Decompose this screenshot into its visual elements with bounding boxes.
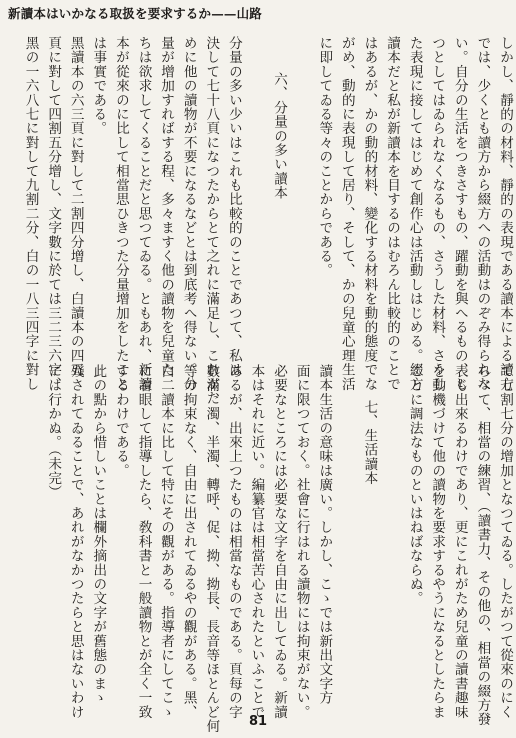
text-column: は事實である。 (90, 36, 107, 136)
blank-column (290, 36, 313, 354)
text-column: めに他の讀物が不要になるなどとは到底考へ得ない。分 (180, 36, 197, 391)
text-column: て七割七分の增加となつてゐる。したがつて從來のにく (497, 364, 513, 719)
text-column: 數滿、濁、半濁、轉呼、促、拗、拗長、長音等ほとんど何 (203, 364, 220, 734)
section-heading: 六、分量の多い讀本 (271, 72, 288, 200)
text-column: 等の拘束なく、自由に出されてゐるやの觀がある。黑、 (180, 364, 197, 719)
text-column: ちは欲求してくることだと思つてゐる。ともあれ、新讀 (135, 36, 152, 391)
text-column: らべて、相當の練習、（讀書力、その他の、相當の綴方發 (474, 364, 491, 727)
blank-column (335, 364, 358, 710)
text-column: 決して七十八頁になつたからとて之れに滿足し、これがた (203, 36, 220, 406)
text-column: には行かぬ。（未完） (45, 364, 62, 500)
text-column: 殘されてゐることで、あれがなかつたらと思はないわけ (67, 364, 84, 719)
text-column: ことに調法なものといはねばならぬ。 (406, 364, 423, 606)
text-column: に即してゐる等々のことからである。 (316, 36, 333, 278)
running-header: 新讀本はいかなる取扱を要求するか——山路 (8, 6, 263, 21)
text-column: 表も出來るわけであり、更にこれがため兒童の讀書趣味 (451, 364, 468, 719)
text-column: では、少くとも讀方から綴方への活動はのぞみ得られな (474, 36, 491, 391)
text-column: 本はそれに近い。編纂官は相當苦心されたといふことで (248, 364, 265, 719)
upper-text-block (22, 36, 516, 406)
text-column: するわけである。 (112, 364, 129, 478)
text-column: に着眼して指導したら、敎科書と一般讀物とが全く一致 (135, 364, 152, 719)
text-column: 本が從來のに比して相當思ひきつた分量增加をしたこと (112, 36, 129, 391)
text-column: 黑の一六八七に對して九割二分、白の一八三四字に對し (22, 36, 39, 391)
section-heading: 七、生活讀本 (361, 400, 378, 486)
text-column: 面に限つておく。社會に行はれる讀物には拘束がない。 (293, 364, 310, 719)
text-column: はあるが、かの動的材料、變化する材料を動的態度でな (361, 36, 378, 391)
text-column: た表現に接してはじめて創作心は活動しはじめる。綴方 (406, 36, 423, 391)
text-column: しかし、靜的の材料、靜的の表現である讀本による讀方 (497, 36, 513, 391)
text-column: 讀本だと私が新讀本を目するのはむろん比較的のことで (384, 36, 401, 391)
text-column: がめ、動的に表現して居り、そして、かの兒童心理生活 (338, 36, 355, 391)
blank-column (245, 36, 268, 354)
text-column: 黑讀本の六三頁に對して二割四分增し、白讀本の四五 (67, 36, 84, 377)
text-column: を動機づけて他の讀物を要求するやうになるとしたらま (429, 364, 446, 719)
text-column: 分量の多い少いはこれも比較的のことであつて、私は (225, 36, 242, 377)
text-column: あるが、出來上つたものは相當なものである。頁每の字 (225, 364, 242, 719)
text-column: つとしてはゐられなくなるもの、さうした材料、さうし (429, 36, 446, 391)
blank-column (380, 364, 403, 710)
text-column: 量が增加すればする程、多々ますく他の讀物を兒童た (158, 36, 175, 377)
text-column: い。自分の生活をつきさすもの、躍動を與へるもの、じ (451, 36, 468, 391)
text-column: 白二讀本に比して特にその觀がある。指導者にしてこゝ (158, 364, 175, 719)
text-column: 讀本生活の意味は廣い。しかし、こゝでは新出文字方 (316, 364, 333, 705)
text-column: 頁に對して四割五分增し、文字數に於ては三二三六字、 (45, 36, 62, 391)
page-number: 81 (248, 714, 268, 729)
text-column: 必要なところには必要な文字を自由に出してゐる。新讀 (271, 364, 288, 719)
text-column: 此の點から惜しいことは欄外摘出の文字が舊態のまゝ (90, 364, 107, 705)
